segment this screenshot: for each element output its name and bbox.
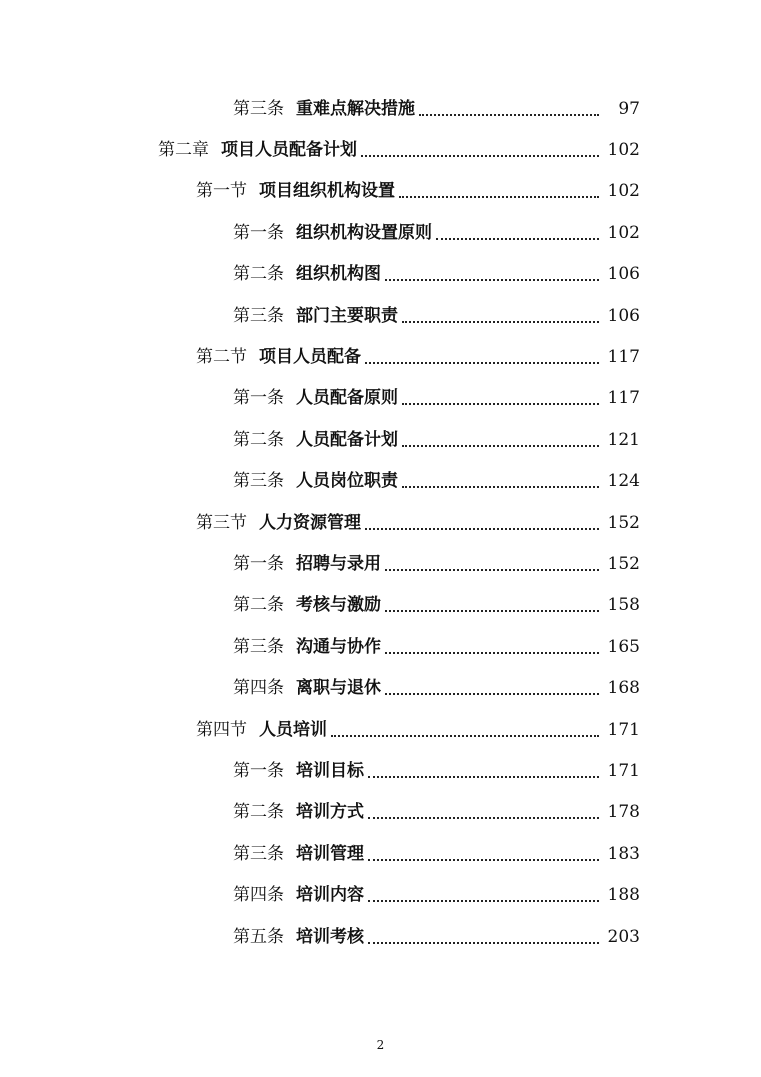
toc-entry-page: 188 (607, 885, 640, 906)
toc-entry-page: 106 (607, 305, 640, 326)
toc-entry-page: 171 (607, 760, 640, 781)
dot-leader (368, 884, 599, 906)
dot-leader (368, 801, 599, 823)
toc-entry-section[interactable] (0, 502, 761, 543)
dot-leader (385, 594, 599, 616)
toc-entry-number: 第五条 (233, 926, 284, 947)
toc-entry[interactable] (0, 212, 761, 253)
toc-entry-page: 117 (607, 388, 640, 409)
toc-entry-chapter[interactable] (0, 129, 761, 170)
toc-entry-page: 152 (607, 512, 640, 533)
toc-entry-number: 第二章 (158, 140, 209, 161)
toc-entry-page: 121 (607, 429, 640, 450)
toc-entry-title: 部门主要职责 (296, 305, 398, 326)
toc-entry-number: 第三条 (233, 843, 284, 864)
toc-entry-page: 183 (607, 843, 640, 864)
toc-entry[interactable] (0, 585, 761, 626)
toc-entry-number: 第二条 (233, 595, 284, 616)
toc-entry-page: 102 (607, 140, 640, 161)
toc-entry-page: 158 (607, 595, 640, 616)
toc-entry[interactable] (0, 461, 761, 502)
toc-entry-number: 第二节 (196, 347, 247, 368)
toc-entry[interactable] (0, 792, 761, 833)
dot-leader (385, 677, 599, 699)
toc-entry-section[interactable] (0, 709, 761, 750)
toc-entry-section[interactable] (0, 171, 761, 212)
toc-entry-number: 第一条 (233, 553, 284, 574)
toc-entry-number: 第三条 (233, 98, 284, 119)
toc-entry-page: 102 (607, 222, 640, 243)
dot-leader (368, 843, 599, 865)
dot-leader (399, 180, 599, 202)
dot-leader (385, 636, 599, 658)
toc-entry-number: 第四节 (196, 719, 247, 740)
toc-entry-title: 培训内容 (296, 885, 364, 906)
toc-entry-title: 人员培训 (259, 719, 327, 740)
toc-entry[interactable] (0, 295, 761, 336)
toc-entry-title: 招聘与录用 (296, 553, 381, 574)
toc-entry-title: 重难点解决措施 (296, 98, 415, 119)
toc-entry-number: 第二条 (233, 429, 284, 450)
toc-entry-number: 第三条 (233, 471, 284, 492)
toc-entry-title: 培训管理 (296, 843, 364, 864)
toc-entry-number: 第四条 (233, 885, 284, 906)
toc-entry-number: 第一节 (196, 181, 247, 202)
toc-entry-title: 组织机构设置原则 (296, 222, 432, 243)
toc-entry-number: 第一条 (233, 760, 284, 781)
toc-entry-number: 第三节 (196, 512, 247, 533)
dot-leader (368, 760, 599, 782)
dot-leader (402, 387, 599, 409)
toc-entry[interactable] (0, 88, 761, 129)
table-of-contents (0, 88, 761, 957)
toc-entry-number: 第一条 (233, 222, 284, 243)
toc-entry-page: 203 (607, 926, 640, 947)
toc-entry-title: 离职与退休 (296, 678, 381, 699)
toc-entry-page: 102 (607, 181, 640, 202)
toc-entry[interactable] (0, 378, 761, 419)
toc-entry-title: 考核与激励 (296, 595, 381, 616)
toc-entry-title: 人员岗位职责 (296, 471, 398, 492)
toc-entry-page: 168 (607, 678, 640, 699)
toc-entry-number: 第二条 (233, 802, 284, 823)
toc-entry[interactable] (0, 254, 761, 295)
toc-entry[interactable] (0, 750, 761, 791)
dot-leader (331, 719, 599, 741)
toc-entry-number: 第三条 (233, 636, 284, 657)
toc-entry[interactable] (0, 667, 761, 708)
dot-leader (402, 305, 599, 327)
dot-leader (368, 926, 599, 948)
dot-leader (436, 222, 599, 244)
toc-entry[interactable] (0, 419, 761, 460)
toc-entry-page: 178 (607, 802, 640, 823)
toc-entry-number: 第一条 (233, 388, 284, 409)
toc-entry-title: 项目人员配备计划 (221, 140, 357, 161)
toc-entry-number: 第四条 (233, 678, 284, 699)
toc-entry-page: 97 (618, 98, 640, 119)
dot-leader (365, 346, 599, 368)
toc-entry[interactable] (0, 543, 761, 584)
toc-entry-page: 106 (607, 264, 640, 285)
toc-entry-number: 第二条 (233, 264, 284, 285)
page-number-footer: 2 (376, 1038, 385, 1052)
toc-entry-number: 第三条 (233, 305, 284, 326)
toc-entry-title: 培训目标 (296, 760, 364, 781)
toc-entry[interactable] (0, 916, 761, 957)
dot-leader (385, 553, 599, 575)
toc-entry-title: 项目人员配备 (259, 347, 361, 368)
toc-entry-title: 培训考核 (296, 926, 364, 947)
toc-entry-title: 沟通与协作 (296, 636, 381, 657)
toc-entry[interactable] (0, 626, 761, 667)
dot-leader (385, 263, 599, 285)
toc-entry-page: 171 (607, 719, 640, 740)
dot-leader (402, 429, 599, 451)
dot-leader (419, 98, 599, 120)
toc-entry-page: 124 (607, 471, 640, 492)
toc-entry-page: 152 (607, 553, 640, 574)
toc-entry-section[interactable] (0, 336, 761, 377)
toc-entry-title: 人员配备原则 (296, 388, 398, 409)
toc-entry-title: 人员配备计划 (296, 429, 398, 450)
toc-entry[interactable] (0, 874, 761, 915)
toc-entry-page: 117 (607, 347, 640, 368)
toc-entry-title: 项目组织机构设置 (259, 181, 395, 202)
toc-entry-page: 165 (607, 636, 640, 657)
toc-entry-title: 培训方式 (296, 802, 364, 823)
dot-leader (361, 139, 599, 161)
dot-leader (365, 512, 599, 534)
toc-entry-title: 组织机构图 (296, 264, 381, 285)
toc-entry-title: 人力资源管理 (259, 512, 361, 533)
dot-leader (402, 470, 599, 492)
toc-entry[interactable] (0, 833, 761, 874)
